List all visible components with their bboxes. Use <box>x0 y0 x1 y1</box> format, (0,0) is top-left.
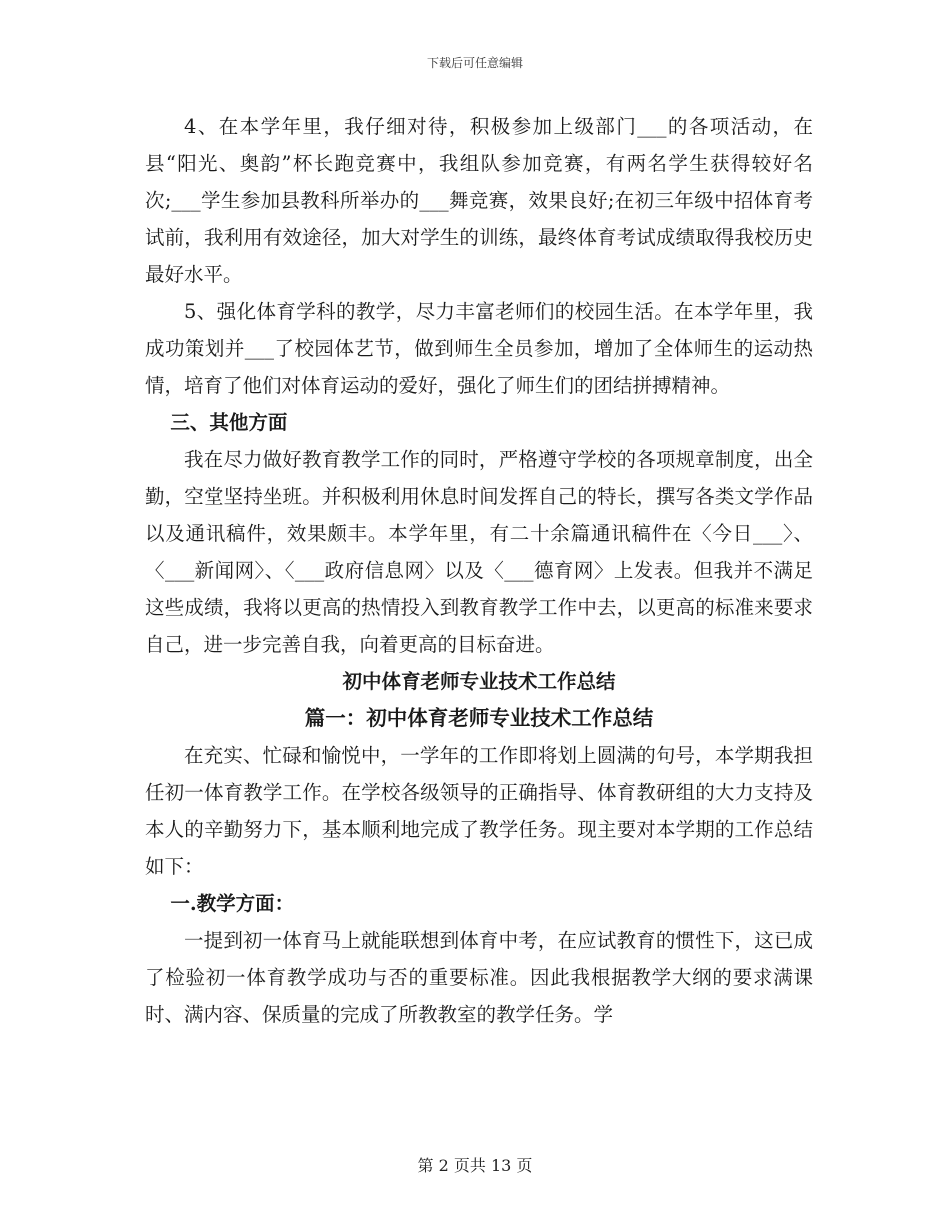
paragraph-item-4: 4、在本学年里，我仔细对待，积极参加上级部门___的各项活动，在县“阳光、奥韵”杯长跑竞赛中，我组队参加竞赛，有两名学生获得较好名次;___学生参加县教科所举办的___舞竞赛，效果良好;在初三年级中招体育考试前，我利用有效途径，加大对学生的训练，最终体育考试成绩取得我校历史最好水平。 <box>145 115 813 286</box>
document-body <box>145 108 813 1033</box>
section-heading-other: 三、其他方面 <box>170 411 288 434</box>
paragraph-item-5: 5、强化体育学科的教学，尽力丰富老师们的校园生活。在本学年里，我成功策划并___了校园体艺节，做到师生全员参加，增加了全体师生的运动热情，培育了他们对体育运动的爱好，强化了师生们的团结拼搏精神。 <box>145 300 813 397</box>
document-title: 初中体育老师专业技术工作总结 <box>342 670 616 693</box>
page-footer: 第 2 页共 13 页 <box>417 1156 533 1175</box>
article-title: 篇一：初中体育老师专业技术工作总结 <box>304 706 654 730</box>
paragraph-other: 我在尽力做好教育教学工作的同时，严格遵守学校的各项规章制度，出全勤，空堂坚持坐班。并积极利用休息时间发挥自己的特长，撰写各类文学作品以及通讯稿件，效果颇丰。本学年里，有二十余篇通讯稿件在〈今日___〉、〈___新闻网〉、〈___政府信息网〉以及〈___德育网〉上发表。但我并不满足这些成绩，我将以更高的热情投入到教育教学工作中去，以更高的标准来要求自己，进一步完善自我，向着更高的目标奋进。 <box>145 448 813 656</box>
paragraph-intro: 在充实、忙碌和愉悦中，一学年的工作即将划上圆满的句号，本学期我担任初一体育教学工作。在学校各级领导的正确指导、体育教研组的大力支持及本人的辛勤努力下，基本顺利地完成了教学任务。现主要对本学期的工作总结如下： <box>145 744 813 878</box>
section-heading-teaching: 一.教学方面： <box>170 892 295 915</box>
page-header: 下载后可任意编辑 <box>426 56 523 70</box>
paragraph-teaching: 一提到初一体育马上就能联想到体育中考，在应试教育的惯性下，这已成了检验初一体育教学成功与否的重要标准。因此我根据教学大纲的要求满课时、满内容、保质量的完成了所教教室的教学任务。学 <box>145 929 813 1026</box>
